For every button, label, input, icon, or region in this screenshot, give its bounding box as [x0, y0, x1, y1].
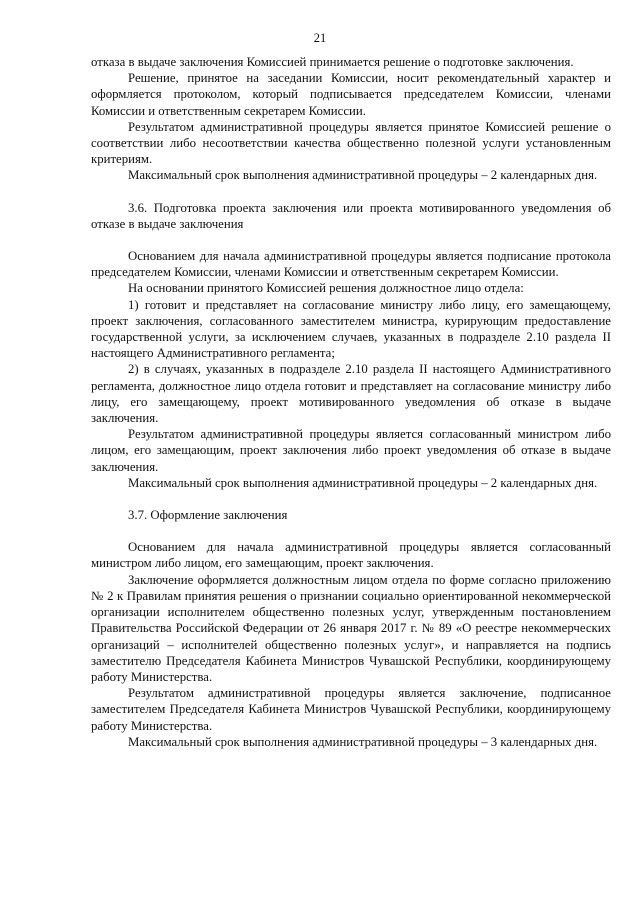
section-heading-3-6: 3.6. Подготовка проекта заключения или проекта мотивированного уведомления об отказе в выдаче заключения — [91, 200, 611, 231]
paragraph: Заключение оформляется должностным лицом отдела по форме согласно приложению № 2 к Правилам принятия решения о признании социально ориентированной некоммерческой организации исполнителем общественно полезных услуг, утвержденным постановлением Правительства Российской Федерации от 26 января 2017 г. № 89 «О реестре некоммерческих организаций – исполнителей общественно полезных услуг», и направляется на подпись заместителю Председателя Кабинета Министров Чувашской Республики, координирующему работу Министерства. — [91, 572, 611, 684]
paragraph: Основанием для начала административной процедуры является согласованный министром либо лицом, его замещающим, проект заключения. — [91, 540, 611, 571]
paragraph: Решение, принятое на заседании Комиссии, носит рекомендательный характер и оформляется протоколом, который подписывается председателем Комиссии, членами Комиссии и ответственным секретарем Комиссии. — [91, 71, 611, 118]
section-heading-3-7: 3.7. Оформление заключения — [128, 508, 288, 523]
paragraph: отказа в выдаче заключения Комиссией принимается решение о подготовке заключения. — [91, 55, 574, 69]
paragraph: Максимальный срок выполнения административной процедуры – 2 календарных дня. — [128, 168, 598, 183]
list-item: 1) готовит и представляет на согласование министру либо лицу, его замещающему, проект заключения, согласованного заместителем министра, курирующим предоставление государственной услуги, за исключением случаев, указанных в подразделе 2.10 раздела II настоящего Административного регламента; — [91, 297, 611, 361]
paragraph: Результатом административной процедуры является принятое Комиссией решение о соответствии либо несоответствии качества общественно полезной услуги установленным критериям. — [91, 119, 611, 167]
list-item: 2) в случаях, указанных в подразделе 2.10 раздела II настоящего Административного регламента, должностное лицо отдела готовит и представляет на согласование министру либо лицу, его замещающему, проект мотивированного уведомления об отказе в выдаче заключения. — [91, 362, 611, 426]
paragraph: Максимальный срок выполнения административной процедуры – 2 календарных дня. — [128, 475, 598, 490]
paragraph: Основанием для начала административной процедуры является подписание протокола председателем Комиссии, членами Комиссии и ответственным секретарем Комиссии. — [91, 249, 611, 280]
paragraph: На основании принятого Комиссией решения должностное лицо отдела: — [128, 281, 524, 296]
document-body — [91, 54, 611, 750]
paragraph: Результатом административной процедуры является согласованный министром либо лицом, его замещающим, проект заключения либо проект уведомления об отказе в выдаче заключения. — [91, 427, 611, 474]
page-number: 21 — [313, 31, 327, 45]
paragraph: Максимальный срок выполнения административной процедуры – 3 календарных дня. — [128, 734, 598, 749]
paragraph: Результатом административной процедуры является заключение, подписанное заместителем Председателя Кабинета Министров Чувашской Республики, координирующему работу Министерства. — [91, 686, 611, 733]
